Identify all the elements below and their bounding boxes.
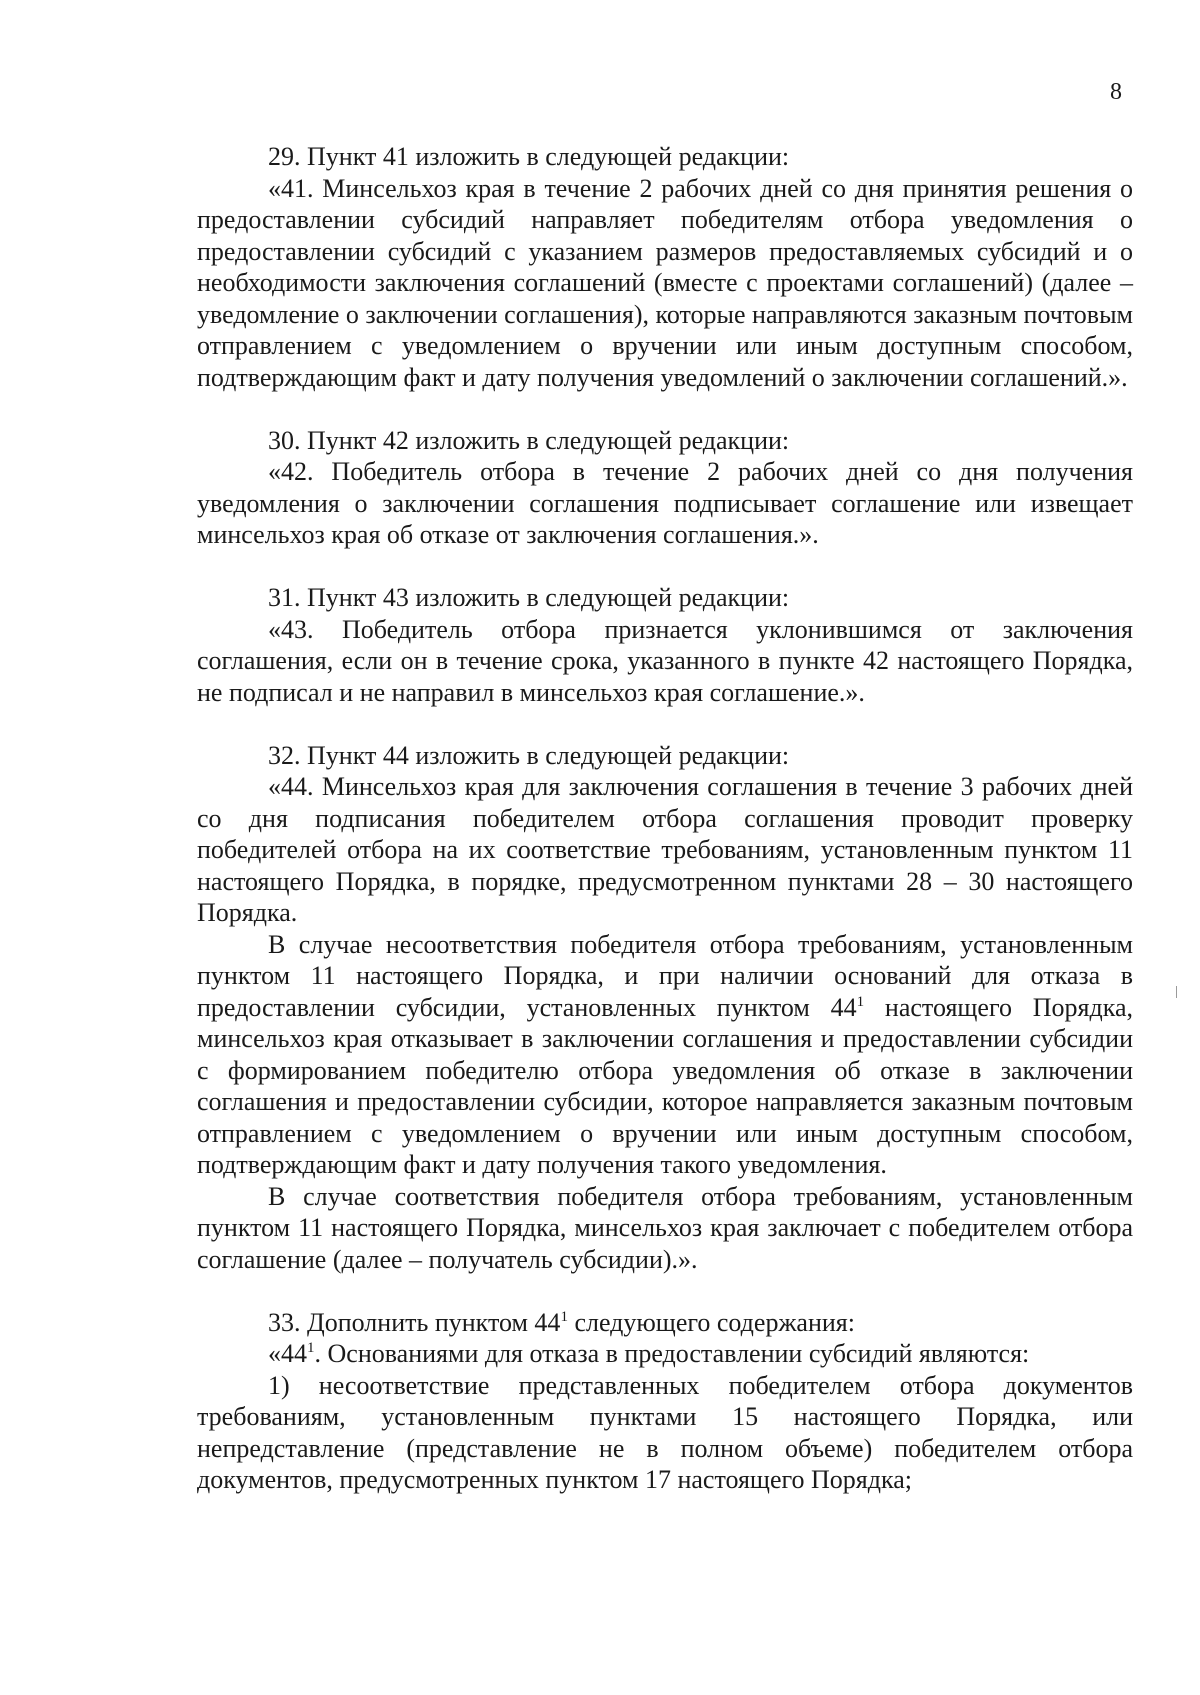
paragraph: 31. Пункт 43 изложить в следующей редакции:: [268, 583, 790, 612]
paragraph: «44. Минсельхоз края для заключения соглашения в течение 3 рабочих дней со дня подписания победителем отбора соглашения проводит проверку победителей отбора на их соответствие требованиям, установленным пунктом 11 настоящего Порядка, в порядке, предусмотренном пунктами 28 – 30 настоящего Порядка.: [197, 772, 1133, 927]
paragraph: «42. Победитель отбора в течение 2 рабочих дней со дня получения уведомления о заключении соглашения подписывает соглашение или извещает минсельхоз края об отказе от заключения соглашения.».: [197, 457, 1133, 549]
scan-artifact-mark: [1176, 986, 1177, 998]
paragraph: «43. Победитель отбора признается уклонившимся от заключения соглашения, если он в течение срока, указанного в пункте 42 настоящего Порядка, не подписал и не направил в минсельхоз края соглашение.».: [197, 614, 1133, 707]
section-32: [197, 740, 1133, 1276]
section-33: [197, 1307, 1133, 1496]
page-number: 8: [1110, 79, 1122, 105]
section-29: [197, 141, 1133, 393]
paragraph: «$44^1$. Основаниями для отказа в предоставлении субсидий являются:: [268, 1339, 1030, 1368]
paragraph: В случае несоответствия победителя отбора требованиям, установленным пунктом 11 настоящего Порядка, и при наличии оснований для отказа в предоставлении субсидии, установленных пунктом $44^1$ настоящего Порядка, минсельхоз края отказывает в заключении соглашения и предоставлении субсидии с формированием победителю отбора уведомления об отказе в заключении соглашения и предоставлении субсидии, которое направляется заказным почтовым отправлением с уведомлением о вручении или иным доступным способом, подтверждающим факт и дату получения такого уведомления.: [197, 929, 1134, 1179]
paragraph: 32. Пункт 44 изложить в следующей редакции:: [268, 740, 790, 770]
paragraph: «41. Минсельхоз края в течение 2 рабочих дней со дня принятия решения о предоставлении субсидий направляет победителям отбора уведомления о предоставлении субсидий с указанием размеров предоставляемых субсидий и о необходимости заключения соглашений (вместе с проектами соглашений) (далее – уведомление о заключении соглашения), которые направляются заказным почтовым отправлением с уведомлением о вручении или иным доступным способом, подтверждающим факт и дату получения уведомлений о заключении соглашений.».: [197, 173, 1133, 392]
paragraph: 29. Пункт 41 изложить в следующей редакции:: [268, 142, 790, 171]
document-body: [197, 141, 1133, 1527]
superscript: 1: [307, 1340, 315, 1356]
section-31: [197, 582, 1133, 708]
paragraph: 1) несоответствие представленных победителем отбора документов требованиям, установленным пунктами 15 настоящего Порядка, или непредставление (представление не в полном объеме) победителем отбора документов, предусмотренных пунктом 17 настоящего Порядка;: [197, 1370, 1133, 1494]
superscript: 1: [856, 993, 865, 1010]
paragraph: В случае соответствия победителя отбора требованиям, установленным пунктом 11 настоящего Порядка, минсельхоз края заключает с победителем отбора соглашение (далее – получатель субсидии).».: [197, 1181, 1133, 1274]
superscript: 1: [560, 1308, 568, 1325]
section-30: [197, 425, 1133, 551]
paragraph: 30. Пункт 42 изложить в следующей редакции:: [268, 425, 790, 455]
paragraph: 33. Дополнить пунктом $44^1$ следующего содержания:: [268, 1307, 855, 1337]
